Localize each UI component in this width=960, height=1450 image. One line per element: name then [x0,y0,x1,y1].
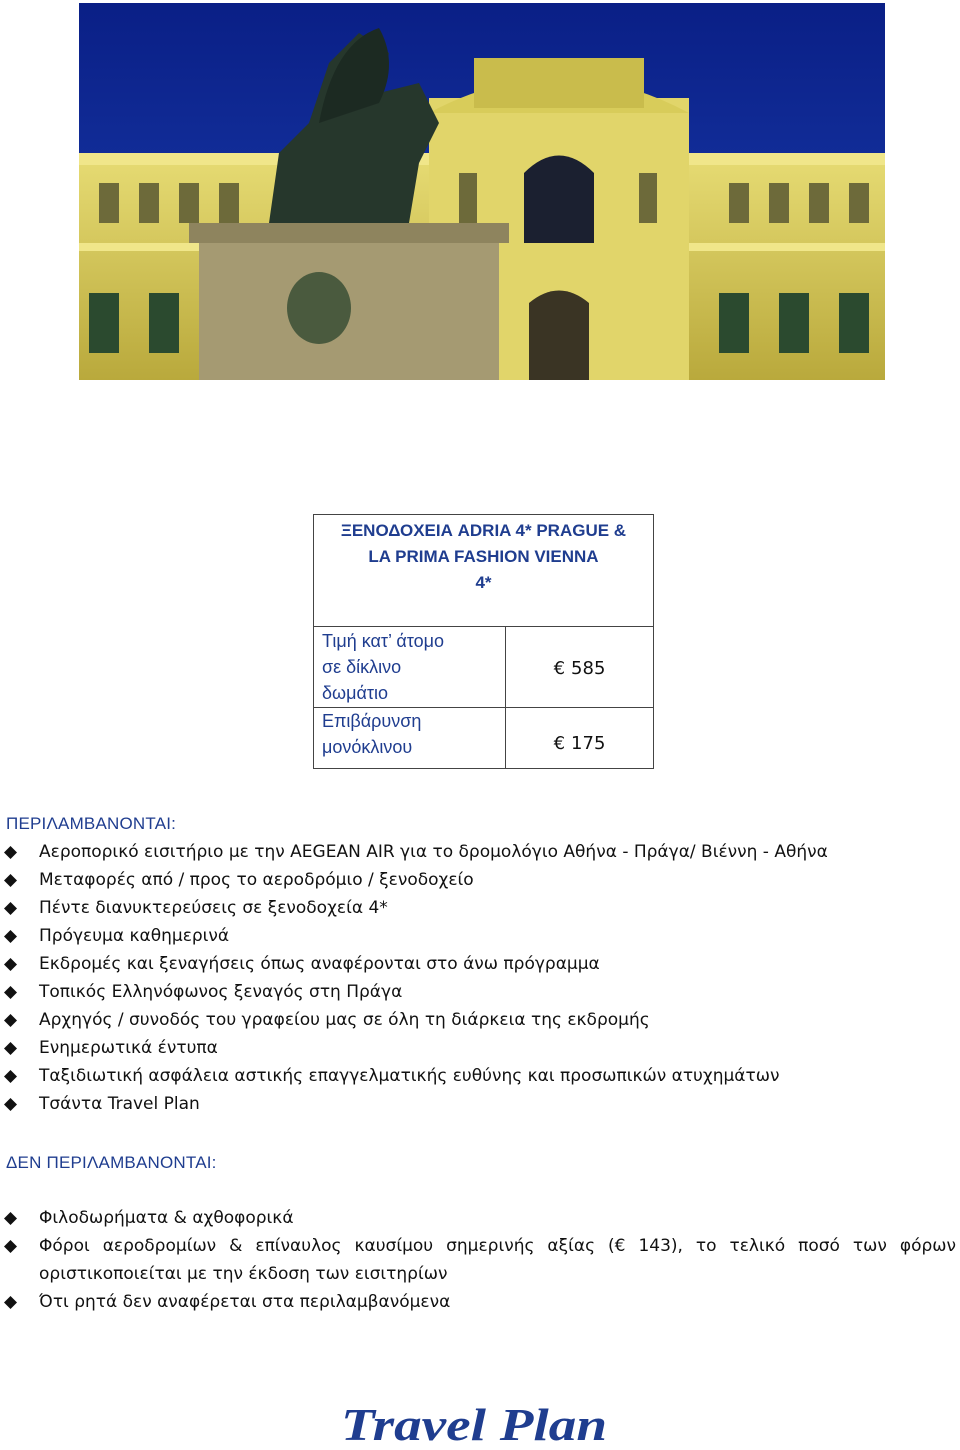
price-label [314,627,506,708]
list-item-text: Πρόγευμα καθημερινά [39,926,230,946]
hero-photo [79,3,885,380]
price-label-line: Επιβάρυνση [322,711,422,731]
price-label [314,708,506,769]
hotels-line-1: ΞΕΝΟΔΟΧΕΙΑ ADRIA 4* PRAGUE & [340,521,627,540]
vienna-palace-image [79,3,885,380]
list-item-text: Ενημερωτικά έντυπα [39,1038,218,1058]
diamond-bullet-icon [4,902,17,915]
price-row-single-supplement [314,708,654,769]
not-included-title: ΔΕΝ ΠΕΡΙΛΑΜΒΑΝΟΝΤΑΙ: [6,1153,217,1172]
hotels-heading [314,515,654,627]
price-label-line: Τιμή κατ’ άτομο [322,631,444,651]
diamond-bullet-icon [4,986,17,999]
logo-text: Travel Plan [341,1400,607,1450]
logo-mark [341,1400,611,1450]
price-amount: 175 [571,732,606,754]
list-item-text: Αρχηγός / συνοδός του γραφείου μας σε όλη τη διάρκεια της εκδρομής [39,1010,650,1030]
diamond-bullet-icon [4,1098,17,1111]
diamond-bullet-icon [4,1042,17,1055]
list-item-text: Τσάντα Travel Plan [39,1094,200,1114]
list-item-text: Ταξιδιωτική ασφάλεια αστικής επαγγελματικής ευθύνης και προσωπικών ατυχημάτων [39,1066,780,1086]
price-label-line: δωμάτιο [322,683,388,703]
price-row-double [314,627,654,708]
travel-plan-logo [341,1400,611,1450]
list-item-text: Ότι ρητά δεν αναφέρεται στα περιλαμβανόμενα [39,1292,451,1312]
list-item-text: Τοπικός Ελληνόφωνος ξεναγός στη Πράγα [39,982,403,1002]
price-label-line: σε δίκλινο [322,657,402,677]
hotels-line-3: 4* [475,573,492,592]
list-item-text: Αεροπορικό εισιτήριο με την AEGEAN AIR για το δρομολόγιο Αθήνα - Πράγα/ Βιέννη - Αθήνα [39,842,828,862]
list-item-text: Μεταφορές από / προς το αεροδρόμιο / ξενοδοχείο [39,870,474,890]
included-title: ΠΕΡΙΛΑΜΒΑΝΟΝΤΑΙ: [6,814,177,833]
diamond-bullet-icon [4,1070,17,1083]
list-item-text: Φιλοδωρήματα & αχθοφορικά [39,1208,294,1228]
price-value [506,627,654,708]
diamond-bullet-icon [4,1212,17,1225]
price-amount: 585 [571,657,606,679]
diamond-bullet-icon [4,1296,17,1309]
diamond-bullet-icon [4,1240,17,1253]
euro-symbol: € [553,732,566,754]
euro-symbol: € [553,657,566,679]
list-item-text: Εκδρομές και ξεναγήσεις όπως αναφέρονται στο άνω πρόγραμμα [39,954,600,974]
diamond-bullet-icon [4,874,17,887]
diamond-bullet-icon [4,1014,17,1027]
price-label-line: μονόκλινου [322,737,413,757]
price-value [506,708,654,769]
list-item-text: Φόροι αεροδρομίων & επίναυλος καυσίμου σημερινής αξίας (€ 143), το τελικό ποσό των φόρων οριστικοποιείται με την έκδοση των εισιτηρίων [39,1236,956,1284]
list-item-text: Πέντε διανυκτερεύσεις σε ξενοδοχεία 4* [39,898,388,918]
diamond-bullet-icon [4,930,17,943]
hotels-line-2: LA PRIMA FASHION VIENNA [368,547,599,566]
diamond-bullet-icon [4,846,17,859]
diamond-bullet-icon [4,958,17,971]
price-table [313,514,654,769]
